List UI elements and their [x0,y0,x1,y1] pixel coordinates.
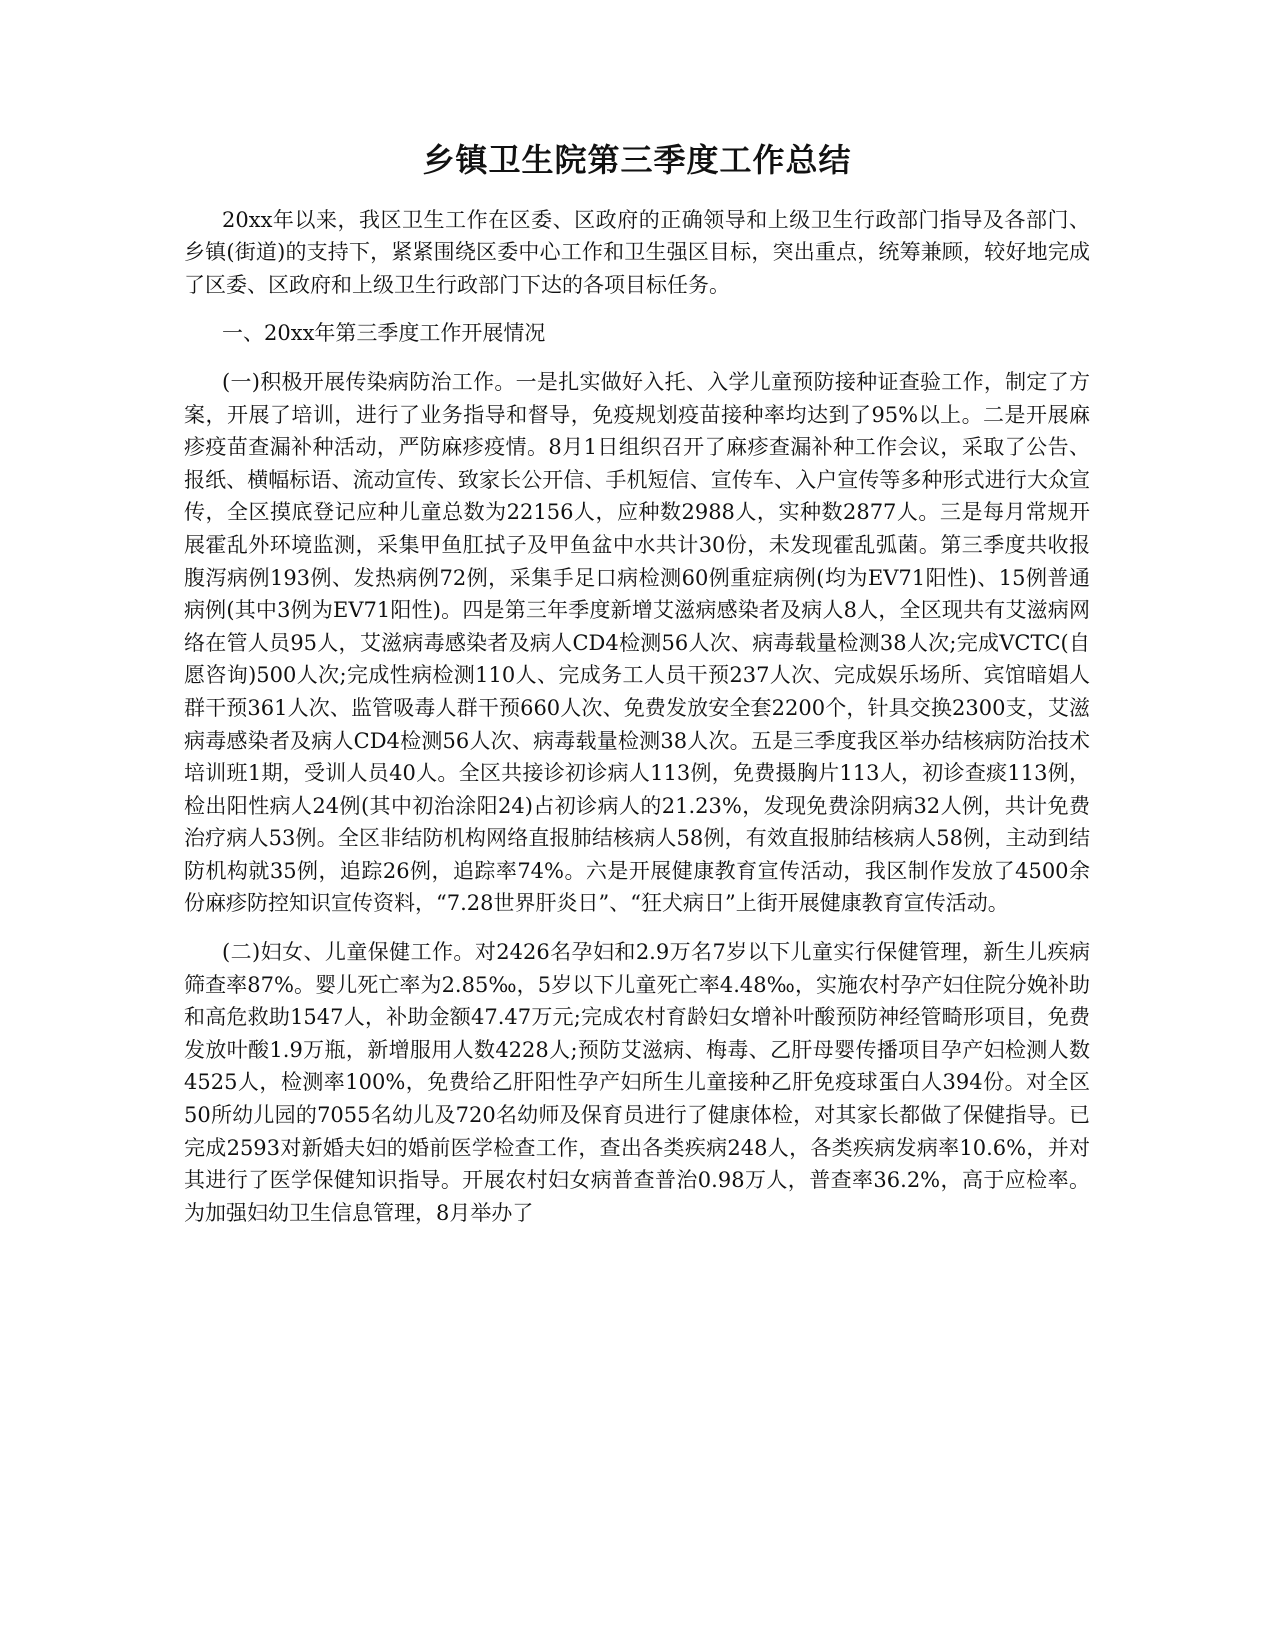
intro-paragraph: 20xx年以来，我区卫生工作在区委、区政府的正确领导和上级卫生行政部门指导及各部门、乡镇(街道)的支持下，紧紧围绕区委中心工作和卫生强区目标，突出重点，统筹兼顾，较好地完成了区委、区政府和上级卫生行政部门下达的各项目标任务。 [184,207,1090,297]
women-children-health-paragraph: (二)妇女、儿童保健工作。对2426名孕妇和2.9万名7岁以下儿童实行保健管理，新生儿疾病筛查率87%。婴儿死亡率为2.85‰，5岁以下儿童死亡率4.48‰，实施农村孕产妇住院分娩补助和高危救助1547人，补助金额47.47万元;完成农村育龄妇女增补叶酸预防神经管畸形项目，免费发放叶酸1.9万瓶，新增服用人数4228人;预防艾滋病、梅毒、乙肝母婴传播项目孕产妇检测人数4525人，检测率100%，免费给乙肝阳性孕产妇所生儿童接种乙肝免疫球蛋白人394份。对全区50所幼儿园的7055名幼儿及720名幼师及保育员进行了健康体检，对其家长都做了保健指导。已完成2593对新婚夫妇的婚前医学检查工作，查出各类疾病248人，各类疾病发病率10.6%，并对其进行了医学保健知识指导。开展农村妇女病普查普治0.98万人，普查率36.2%，高于应检率。为加强妇幼卫生信息管理，8月举办了 [184,940,1090,1225]
infectious-disease-paragraph: (一)积极开展传染病防治工作。一是扎实做好入托、入学儿童预防接种证查验工作，制定了方案，开展了培训，进行了业务指导和督导，免疫规划疫苗接种率均达到了95%以上。二是开展麻疹疫苗查漏补种活动，严防麻疹疫情。8月1日组织召开了麻疹查漏补种工作会议，采取了公告、报纸、横幅标语、流动宣传、致家长公开信、手机短信、宣传车、入户宣传等多种形式进行大众宣传，全区摸底登记应种儿童总数为22156人，应种数2988人，实种数2877人。三是每月常规开展霍乱外环境监测，采集甲鱼肛拭子及甲鱼盆中水共计30份，未发现霍乱弧菌。第三季度共收报腹泻病例193例、发热病例72例，采集手足口病检测60例重症病例(均为EV71阳性)、15例普通病例(其中3例为EV71阳性)。四是第三年季度新增艾滋病感染者及病人8人，全区现共有艾滋病网络在管人员95人，艾滋病毒感染者及病人CD4检测56人次、病毒载量检测38人次;完成VCTC(自愿咨询)500人次;完成性病检测110人、完成务工人员干预237人次、完成娱乐场所、宾馆暗娼人群干预361人次、监管吸毒人群干预660人次、免费发放安全套2200个，针具交换2300支，艾滋病毒感染者及病人CD4检测56人次、病毒载量检测38人次。五是三季度我区举办结核病防治技术培训班1期，受训人员40人。全区共接诊初诊病人113例，免费摄胸片113人，初诊查痰113例，检出阳性病人24例(其中初治涂阳24)占初诊病人的21.23%，发现免费涂阴病32人例，共计免费治疗病人53例。全区非结防机构网络直报肺结核病人58例，有效直报肺结核病人58例，主动到结防机构就35例，追踪26例，追踪率74%。六是开展健康教育宣传活动，我区制作发放了4500余份麻疹防控知识宣传资料，“7.28世界肝炎日”、“狂犬病日”上街开展健康教育宣传活动。 [184,369,1090,916]
document-title: 乡镇卫生院第三季度工作总结 [422,141,852,179]
document-page [184,140,1090,1245]
section-heading: 一、20xx年第三季度工作开展情况 [222,321,546,346]
